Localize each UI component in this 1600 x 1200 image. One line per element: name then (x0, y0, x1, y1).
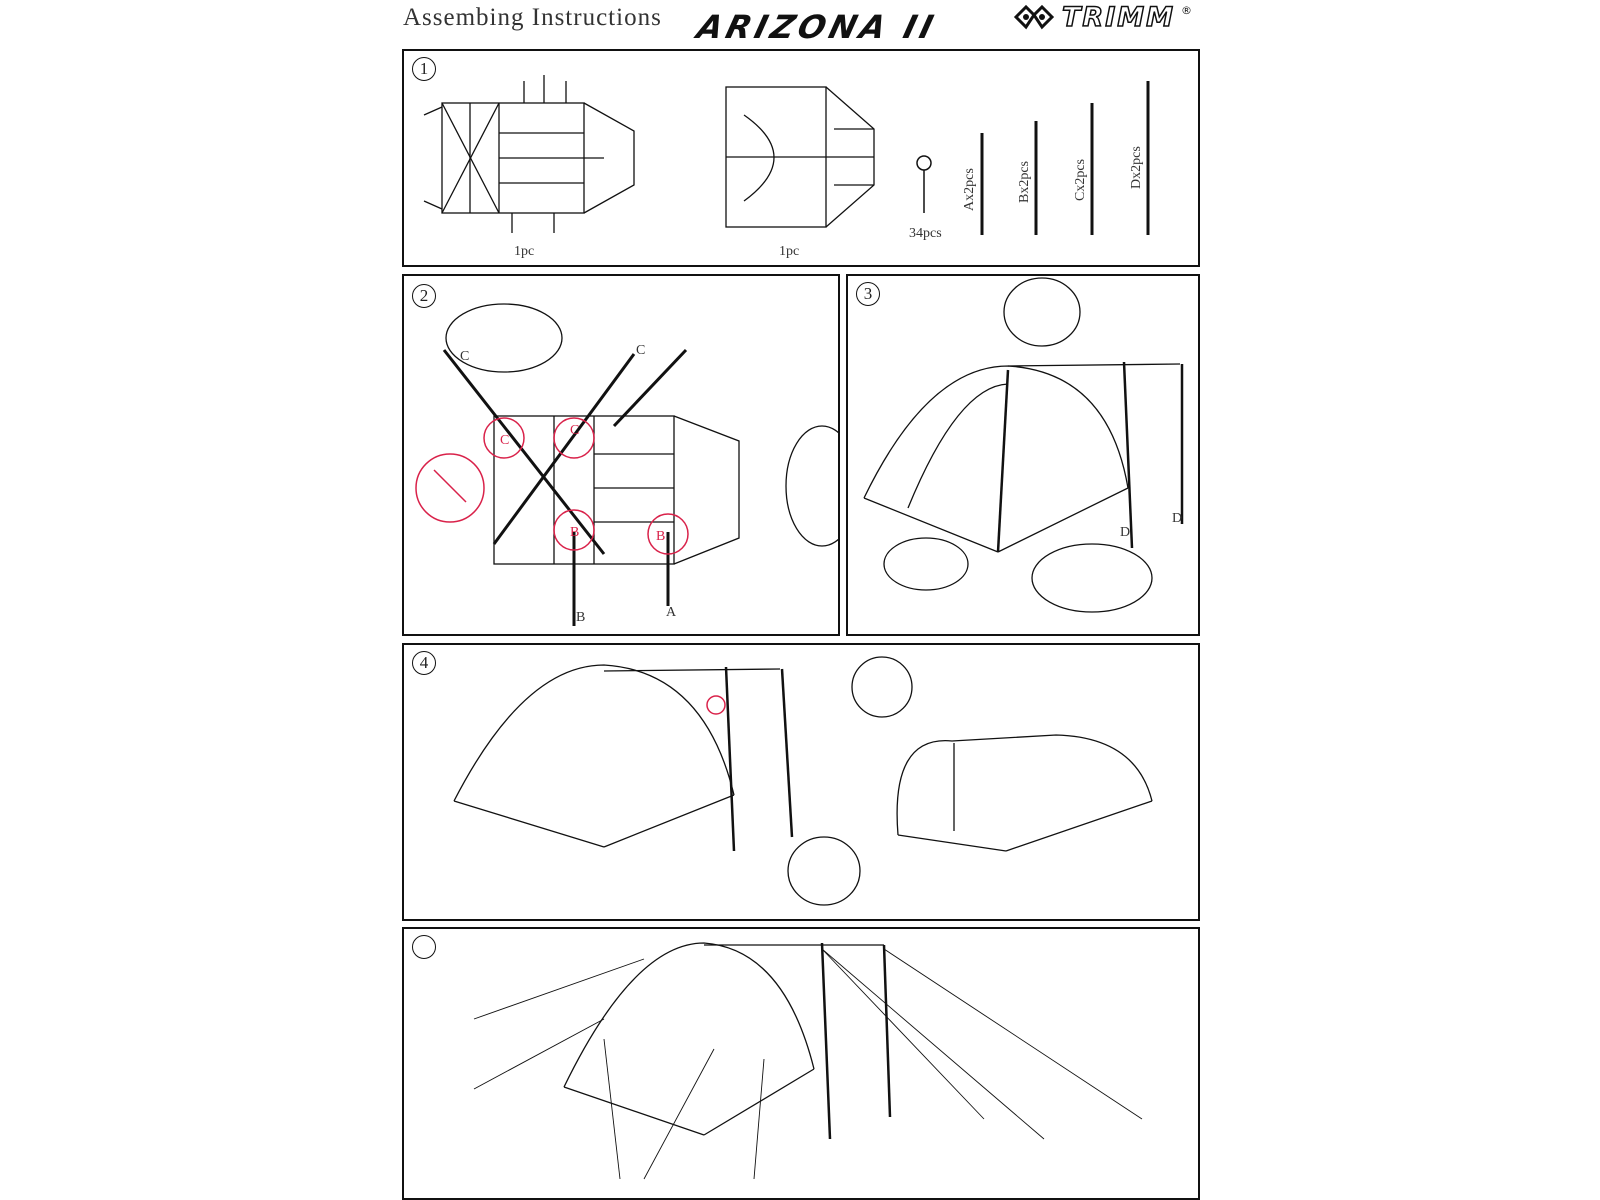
step-4-illustration (404, 645, 1200, 921)
outer-tent-flat-drawing (424, 75, 634, 233)
step-number: 4 (412, 651, 436, 675)
tent-with-canopy (864, 278, 1183, 612)
step-number: 2 (412, 284, 436, 308)
pole-c-label-left: C (460, 349, 470, 364)
peg-drawing (917, 156, 931, 213)
pole-c-label-right: C (636, 343, 646, 358)
pole-a-qty: Ax2pcs (962, 168, 977, 211)
parts-illustration (404, 51, 1200, 267)
product-name: ARIZONA II (693, 8, 941, 46)
inner-tent-flat-drawing (726, 87, 874, 227)
step-4-panel (402, 643, 1200, 921)
brand-text: TRIMM (1062, 1, 1175, 33)
pegs-qty: 34pcs (909, 226, 942, 241)
step-4-poles (726, 667, 792, 851)
step-5-panel (402, 927, 1200, 1200)
pole-a-label: A (666, 605, 677, 620)
step-number: 3 (856, 282, 880, 306)
page-title: Assembing Instructions (403, 4, 662, 31)
guy-lines (474, 949, 1142, 1179)
circle-b-label-left: B (570, 525, 580, 540)
step-5-illustration (404, 929, 1200, 1200)
pole-d-label-right: D (1172, 511, 1183, 526)
circle-b-label-right: B (656, 529, 666, 544)
step-3-panel (846, 274, 1200, 636)
brand-registered: ® (1181, 3, 1192, 17)
brand-logo (1012, 0, 1192, 34)
outer-tent-pitched (454, 657, 912, 905)
hook-detail-circle (707, 696, 725, 714)
pole-b-label: B (576, 610, 586, 625)
pole-d-qty: Dx2pcs (1129, 146, 1144, 189)
outer-tent-qty: 1pc (514, 244, 535, 259)
step-3-illustration (848, 276, 1200, 636)
step-2-illustration (404, 276, 840, 636)
step-5-poles (822, 943, 890, 1139)
step-1-panel (402, 49, 1200, 267)
inner-tent-qty: 1pc (779, 244, 800, 259)
brand-mark-icon (1012, 2, 1056, 32)
step-2-panel (402, 274, 840, 636)
pole-drawings (982, 81, 1148, 235)
circle-c-label-right: C (570, 423, 580, 438)
pole-d-label-left: D (1120, 525, 1131, 540)
inner-tent-pitched (897, 735, 1152, 851)
pole-c-qty: Cx2pcs (1073, 159, 1088, 201)
circle-c-label-left: C (500, 433, 510, 448)
pole-b-qty: Bx2pcs (1017, 161, 1032, 203)
step-number: 1 (412, 57, 436, 81)
canopy-poles (998, 362, 1182, 552)
